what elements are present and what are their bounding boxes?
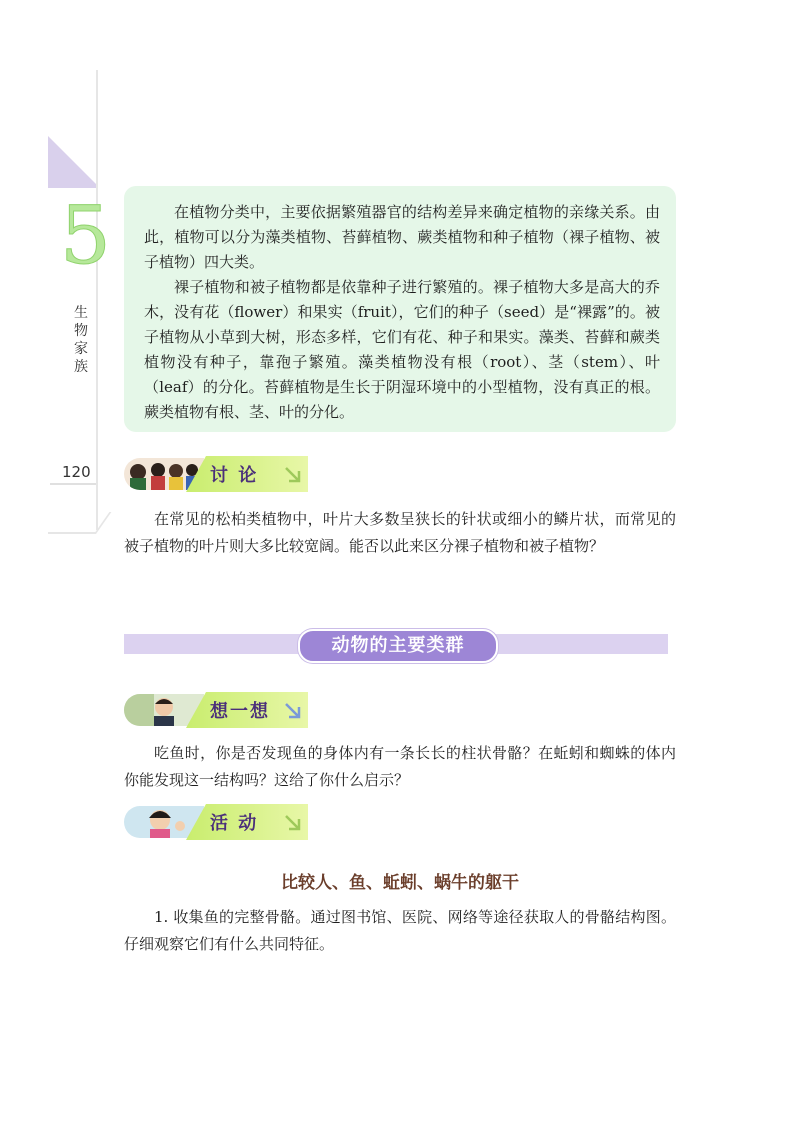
page-corner-decoration xyxy=(48,512,96,534)
discussion-label: 讨 论 xyxy=(210,465,259,486)
discussion-text: 在常见的松柏类植物中，叶片大多数呈狭长的针状或细小的鳞片状，而常见的被子植物的叶片则大多比较宽阔。能否以此来区分裸子植物和被子植物？ xyxy=(124,510,676,555)
page-number: 120 xyxy=(62,463,91,481)
info-paragraph: 在植物分类中，主要依据繁殖器官的结构差异来确定植物的亲缘关系。由此，植物可以分为藻类植物、苔藓植物、蕨类植物和种子植物（裸子植物、被子植物）四大类。 xyxy=(144,203,660,271)
chapter-number: 5 xyxy=(60,189,111,282)
margin-rail xyxy=(96,70,98,530)
activity-header xyxy=(124,804,308,840)
info-paragraph: 裸子植物和被子植物都是依靠种子进行繁殖的。裸子植物大多是高大的乔木，没有花（flower）和果实（fruit），它们的种子（seed）是“裸露”的。被子植物从小草到大树，形态多样，它们有花、种子和果实。藻类、苔藓和蕨类植物没有种子，靠孢子繁殖。藻类植物没有根（root）、茎（stem）、叶（leaf）的分化。苔藓植物是生长于阴湿环境中的小型植物，没有真正的根。蕨类植物有根、茎、叶的分化。 xyxy=(144,278,660,421)
activity-title: 比较人、鱼、蚯蚓、蜗牛的躯干 xyxy=(281,873,519,893)
think-header xyxy=(124,692,308,728)
chapter-tab-bar xyxy=(48,184,96,188)
discussion-header xyxy=(124,456,308,492)
think-label: 想一想 xyxy=(210,701,270,722)
arrow-down-right-icon xyxy=(284,702,302,720)
info-box xyxy=(124,186,676,432)
arrow-down-right-icon xyxy=(284,814,302,832)
activity-label: 活 动 xyxy=(210,813,259,834)
think-text: 吃鱼时，你是否发现鱼的身体内有一条长长的柱状骨骼？在蚯蚓和蜘蛛的体内你能发现这一结构吗？这给了你什么启示？ xyxy=(124,744,676,789)
page-number-underline xyxy=(50,483,96,485)
section-banner-title: 动物的主要类群 xyxy=(298,629,498,663)
activity-step-1: 1. 收集鱼的完整骨骼。通过图书馆、医院、网络等途径获取人的骨骼结构图。仔细观察它们有什么共同特征。 xyxy=(124,908,676,953)
arrow-down-right-icon xyxy=(284,466,302,484)
chapter-tab-triangle xyxy=(48,136,96,184)
chapter-title: 生物家族 xyxy=(74,305,88,375)
